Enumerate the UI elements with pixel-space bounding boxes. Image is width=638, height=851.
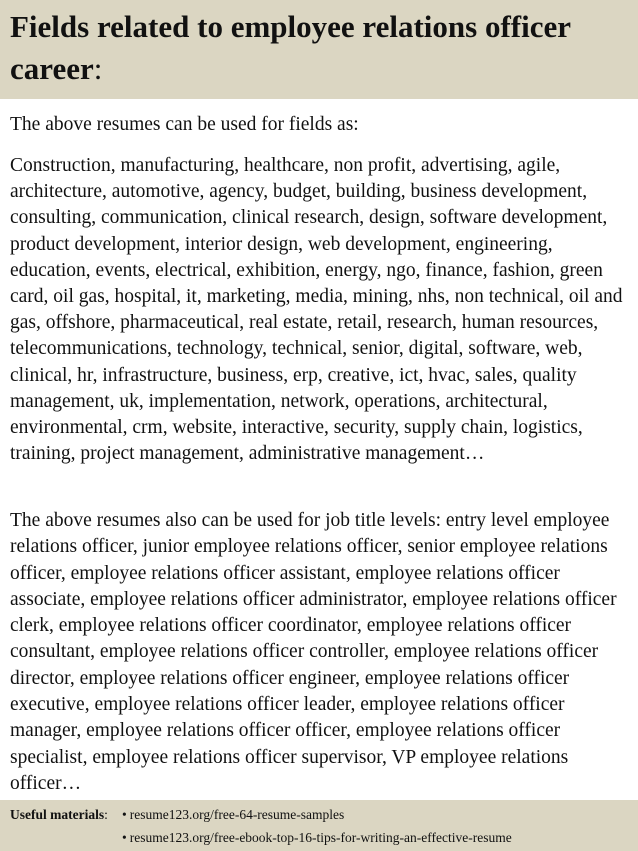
page-title-text: Fields related to employee relations officer career bbox=[10, 9, 571, 86]
header-banner bbox=[0, 0, 638, 99]
fields-list-paragraph: Construction, manufacturing, healthcare, non profit, advertising, agile, architecture, automotive, agency, budget, building, business development, consulting, communication, clinical research, design, software development, product development, interior design, web development, engineering, education, events, electrical, exhibition, energy, ngo, finance, fashion, green card, oil gas, hospital, it, marketing, media, mining, nhs, non technical, oil and gas, offshore, pharmaceutical, real estate, retail, research, human resources, telecommunications, technology, technical, senior, digital, software, web, clinical, hr, infrastructure, business, erp, creative, ict, hvac, sales, quality management, uk, implementation, network, operations, architectural, environmental, crm, website, interactive, security, supply chain, logistics, training, project management, administrative management… bbox=[10, 155, 623, 465]
footer-link-ebook[interactable] bbox=[122, 829, 512, 846]
footer-link-ebook-text: resume123.org/free-ebook-top-16-tips-for-writing-an-effective-resume bbox=[129, 830, 512, 845]
footer-link-resume-samples-text: resume123.org/free-64-resume-samples bbox=[129, 807, 345, 822]
page-title-colon: : bbox=[93, 51, 103, 86]
useful-materials-label-text: Useful materials bbox=[10, 807, 105, 822]
footer-banner bbox=[0, 800, 638, 851]
bullet-icon: • bbox=[122, 807, 127, 822]
intro-text: The above resumes can be used for fields as: bbox=[10, 114, 359, 135]
job-titles-paragraph: The above resumes also can be used for job title levels: entry level employee relations officer, junior employee relations officer, senior employee relations officer, employee relations officer assistant, employee relations officer associate, employee relations officer administrator, employee relations officer clerk, employee relations officer coordinator, employee relations officer consultant, employee relations officer controller, employee relations officer director, employee relations officer engineer, employee relations officer executive, employee relations officer leader, employee relations officer manager, employee relations officer officer, employee relations officer specialist, employee relations officer supervisor, VP employee relations officer… bbox=[10, 510, 617, 794]
page-title bbox=[10, 6, 630, 90]
footer-link-resume-samples[interactable] bbox=[122, 806, 344, 823]
useful-materials-label-colon: : bbox=[104, 807, 108, 822]
bullet-icon: • bbox=[122, 830, 127, 845]
useful-materials-label bbox=[10, 806, 108, 823]
